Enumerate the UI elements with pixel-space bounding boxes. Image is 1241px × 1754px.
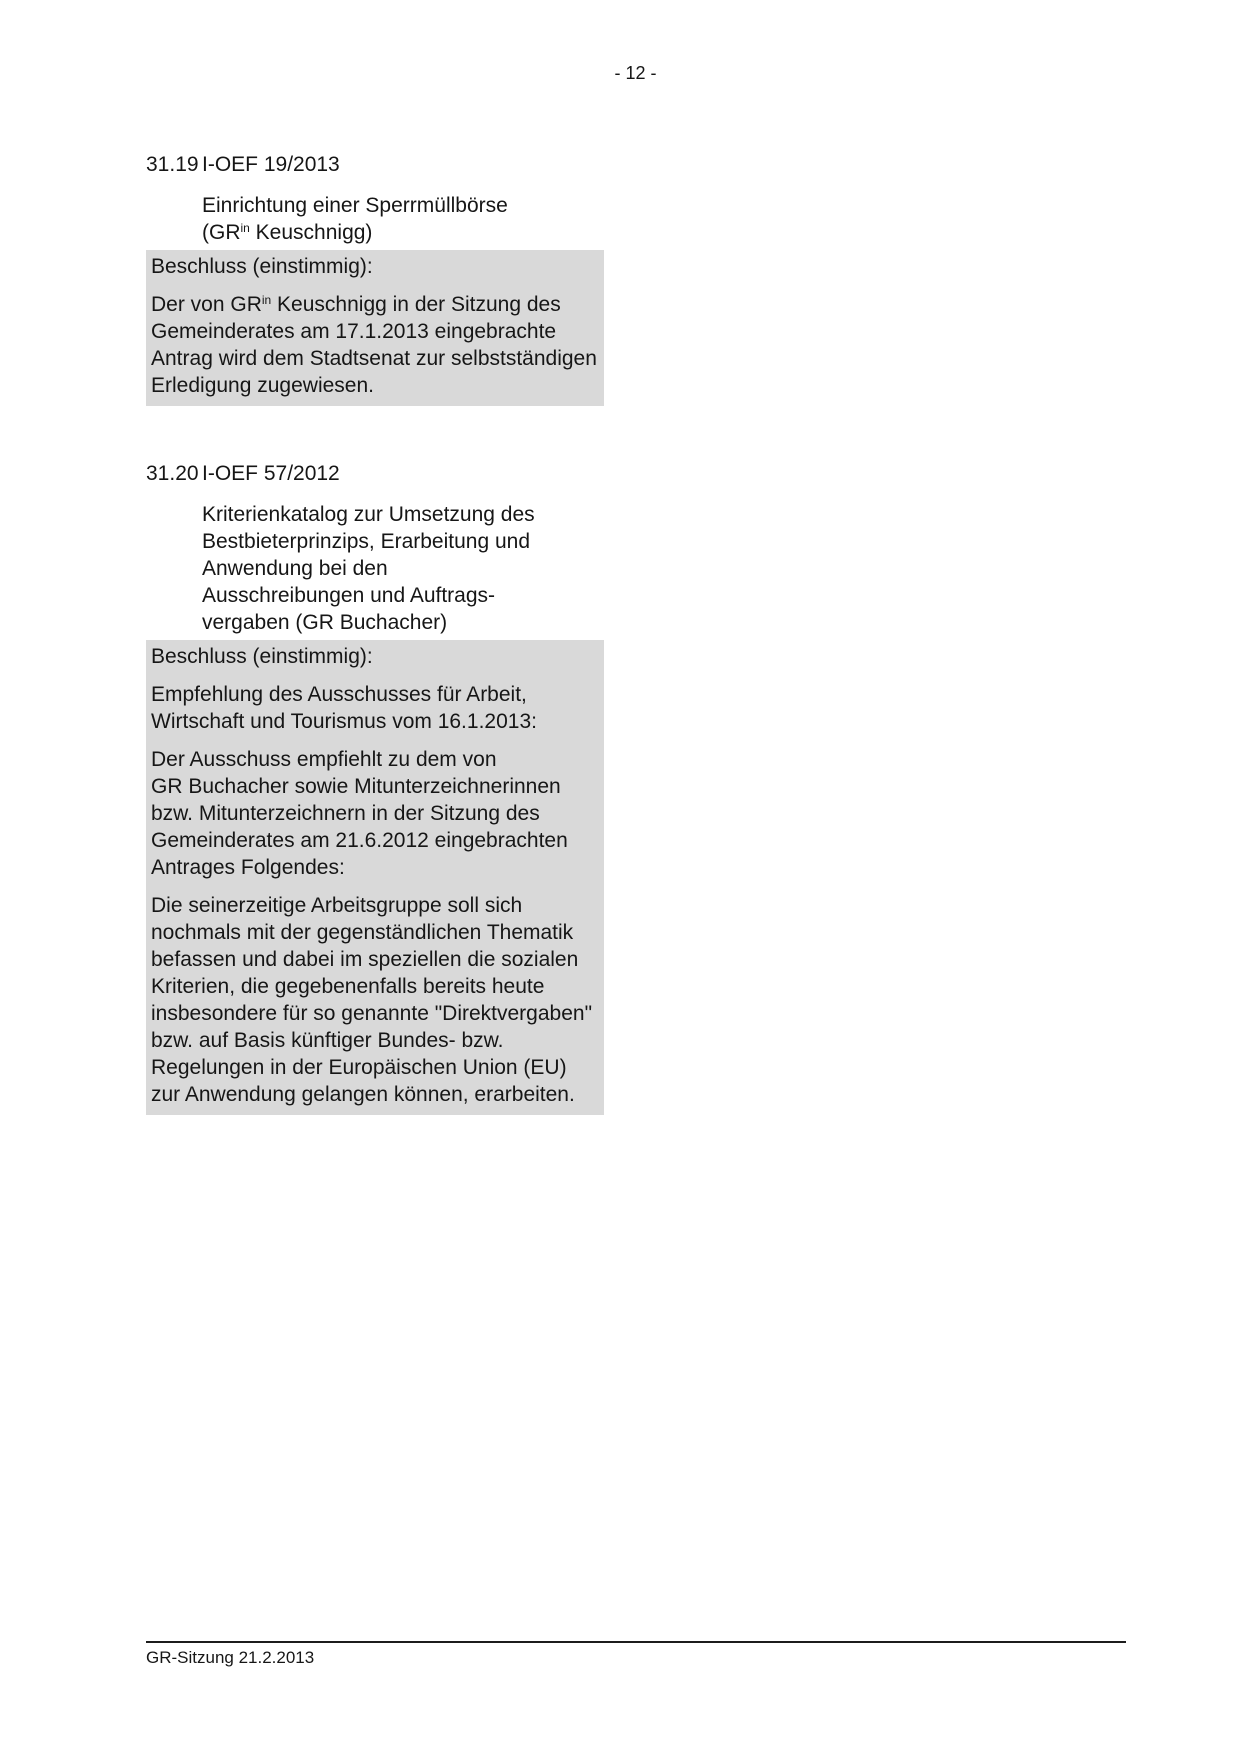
content-column [146, 151, 604, 1115]
agenda-item-31-20 [146, 460, 604, 1115]
decision-label: Beschluss (einstimmig): [151, 255, 373, 278]
agenda-item-file-id: I-OEF 19/2013 [202, 153, 340, 176]
page-footer [146, 1641, 1126, 1668]
decision-label: Beschluss (einstimmig): [151, 645, 373, 668]
decision-paragraph [151, 746, 598, 881]
decision-box [146, 640, 604, 1115]
paragraph-text: Der Ausschuss empfiehlt zu dem von GR Buchacher sowie Mitunterzeichnerinnen bzw. Mitunterzeichnern in der Sitzung des Gemeinderates am 21.6.2012 eingebrachten Antrages Folgendes: [151, 748, 568, 879]
decision-paragraph [151, 681, 598, 735]
agenda-item-heading [146, 151, 604, 178]
decision-paragraph [151, 291, 598, 399]
footer-text: GR-Sitzung 21.2.2013 [146, 1648, 315, 1667]
subtitle-text: Keuschnigg) [249, 221, 373, 244]
agenda-item-subtitle [202, 192, 540, 246]
superscript-suffix: in [261, 293, 272, 307]
paragraph-text: Keuschnigg in der Sitzung des Gemeinderates am 17.1.2013 eingebrachte Antrag wird dem Stadtsenat zur selbstständigen Erledigung zugewiesen. [151, 293, 597, 397]
agenda-item-31-19 [146, 151, 604, 406]
paragraph-text: Der von GR [151, 293, 262, 316]
superscript-suffix: in [240, 221, 250, 235]
decision-box [146, 250, 604, 406]
paragraph-text: Empfehlung des Ausschusses für Arbeit, Wirtschaft und Tourismus vom 16.1.2013: [151, 683, 537, 733]
agenda-item-number: 31.19 [146, 153, 199, 176]
subtitle-text: Kriterienkatalog zur Umsetzung des Bestbieterprinzips, Erarbeitung und Anwendung bei den Ausschreibungen und Auftragsvergaben (GR Buchacher) [202, 503, 535, 634]
agenda-item-subtitle [202, 501, 540, 636]
agenda-item-file-id: I-OEF 57/2012 [202, 462, 340, 485]
decision-paragraph [151, 892, 598, 1108]
subtitle-text: Einrichtung einer Sperrmüllbörse (GR [202, 194, 508, 244]
paragraph-text: Die seinerzeitige Arbeitsgruppe soll sich nochmals mit der gegenständlichen Thematik befassen und dabei im speziellen die sozialen Kriterien, die gegebenenfalls bereits heute insbesondere für so genannte "Direktvergaben" bzw. auf Basis künftiger Bundes- bzw. Regelungen in der Europäischen Union (EU) zur Anwendung gelangen können, erarbeiten. [151, 894, 593, 1106]
agenda-item-number: 31.20 [146, 462, 199, 485]
page-number: - 12 - [614, 63, 657, 83]
agenda-item-heading [146, 460, 604, 487]
